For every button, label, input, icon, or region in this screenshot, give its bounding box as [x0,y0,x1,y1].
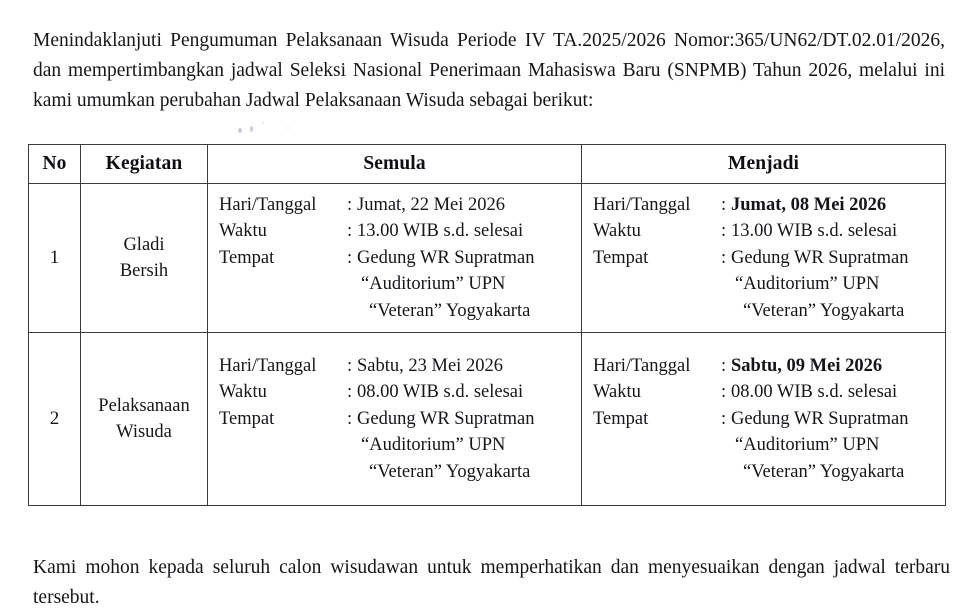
row-menjadi-details [582,184,946,333]
row-activity [81,333,208,506]
row-number: 1 [29,184,81,333]
row-semula-details [208,333,582,506]
column-header-menjadi: Menjadi [582,145,946,184]
value-waktu: : 13.00 WIB s.d. selesai [347,221,524,242]
value-tempat: : Gedung WR Supratman “Auditorium” UPN “Veteran” Yogyakarta [347,406,581,486]
label-hari-tanggal: Hari/Tanggal [219,355,317,376]
venue-line-3: “Veteran” Yogyakarta [743,300,905,321]
label-hari-tanggal: Hari/Tanggal [593,194,691,215]
scan-speck [262,122,264,124]
scan-speck [250,126,253,132]
value-hari-tanggal: : Sabtu, 23 Mei 2026 [347,355,503,376]
activity-line-1: Pelaksanaan [98,396,190,416]
label-waktu: Waktu [593,221,641,242]
value-waktu: : 13.00 WIB s.d. selesai [721,221,898,242]
row-number: 2 [29,333,81,506]
row-semula-details [208,184,582,333]
column-header-semula: Semula [208,145,582,184]
scan-speck [287,127,289,129]
table-header-row [29,145,946,184]
venue-line-3: “Veteran” Yogyakarta [369,300,531,321]
table-row [29,333,946,506]
label-tempat: Tempat [593,247,649,268]
label-hari-tanggal: Hari/Tanggal [593,355,691,376]
label-tempat: Tempat [219,408,275,429]
activity-line-2: Wisuda [116,422,172,442]
schedule-table-wrapper [28,144,945,506]
value-hari-tanggal: : Sabtu, 09 Mei 2026 [721,355,883,376]
venue-line-2: “Auditorium” UPN [361,274,506,295]
label-waktu: Waktu [219,221,267,242]
activity-line-1: Gladi [123,235,165,255]
venue-line-2: “Auditorium” UPN [361,435,506,456]
label-waktu: Waktu [593,382,641,403]
value-tempat: : Gedung WR Supratman “Auditorium” UPN “Veteran” Yogyakarta [721,245,945,325]
column-header-kegiatan: Kegiatan [81,145,208,184]
value-hari-tanggal: : Jumat, 22 Mei 2026 [347,194,505,215]
row-menjadi-details [582,333,946,506]
venue-line-2: “Auditorium” UPN [735,435,880,456]
intro-paragraph: Menindaklanjuti Pengumuman Pelaksanaan Wisuda Periode IV TA.2025/2026 Nomor:365/UN62/DT.02.01/2026, dan mempertimbangkan jadwal Seleksi Nasional Penerimaan Mahasiswa Baru (SNPMB) Tahun 2026, melalui ini kami umumkan perubahan Jadwal Pelaksanaan Wisuda sebagai berikut: [33,29,945,111]
label-hari-tanggal: Hari/Tanggal [219,194,317,215]
activity-line-2: Bersih [119,261,169,281]
label-tempat: Tempat [219,247,275,268]
value-hari-tanggal: : Jumat, 08 Mei 2026 [721,194,887,215]
value-waktu: : 08.00 WIB s.d. selesai [347,382,524,403]
value-tempat: : Gedung WR Supratman “Auditorium” UPN “Veteran” Yogyakarta [721,406,945,486]
schedule-change-table [28,144,946,506]
closing-paragraph: Kami mohon kepada seluruh calon wisudawan untuk memperhatikan dan menyesuaikan dengan jadwal terbaru tersebut. [33,556,950,608]
value-tempat: : Gedung WR Supratman “Auditorium” UPN “Veteran” Yogyakarta [347,245,581,325]
value-waktu: : 08.00 WIB s.d. selesai [721,382,898,403]
column-header-no: No [29,145,81,184]
venue-line-2: “Auditorium” UPN [735,274,880,295]
row-activity [81,184,208,333]
label-tempat: Tempat [593,408,649,429]
label-waktu: Waktu [219,382,267,403]
venue-line-3: “Veteran” Yogyakarta [369,461,531,482]
scan-speck [238,128,242,133]
table-row [29,184,946,333]
venue-line-3: “Veteran” Yogyakarta [743,461,905,482]
